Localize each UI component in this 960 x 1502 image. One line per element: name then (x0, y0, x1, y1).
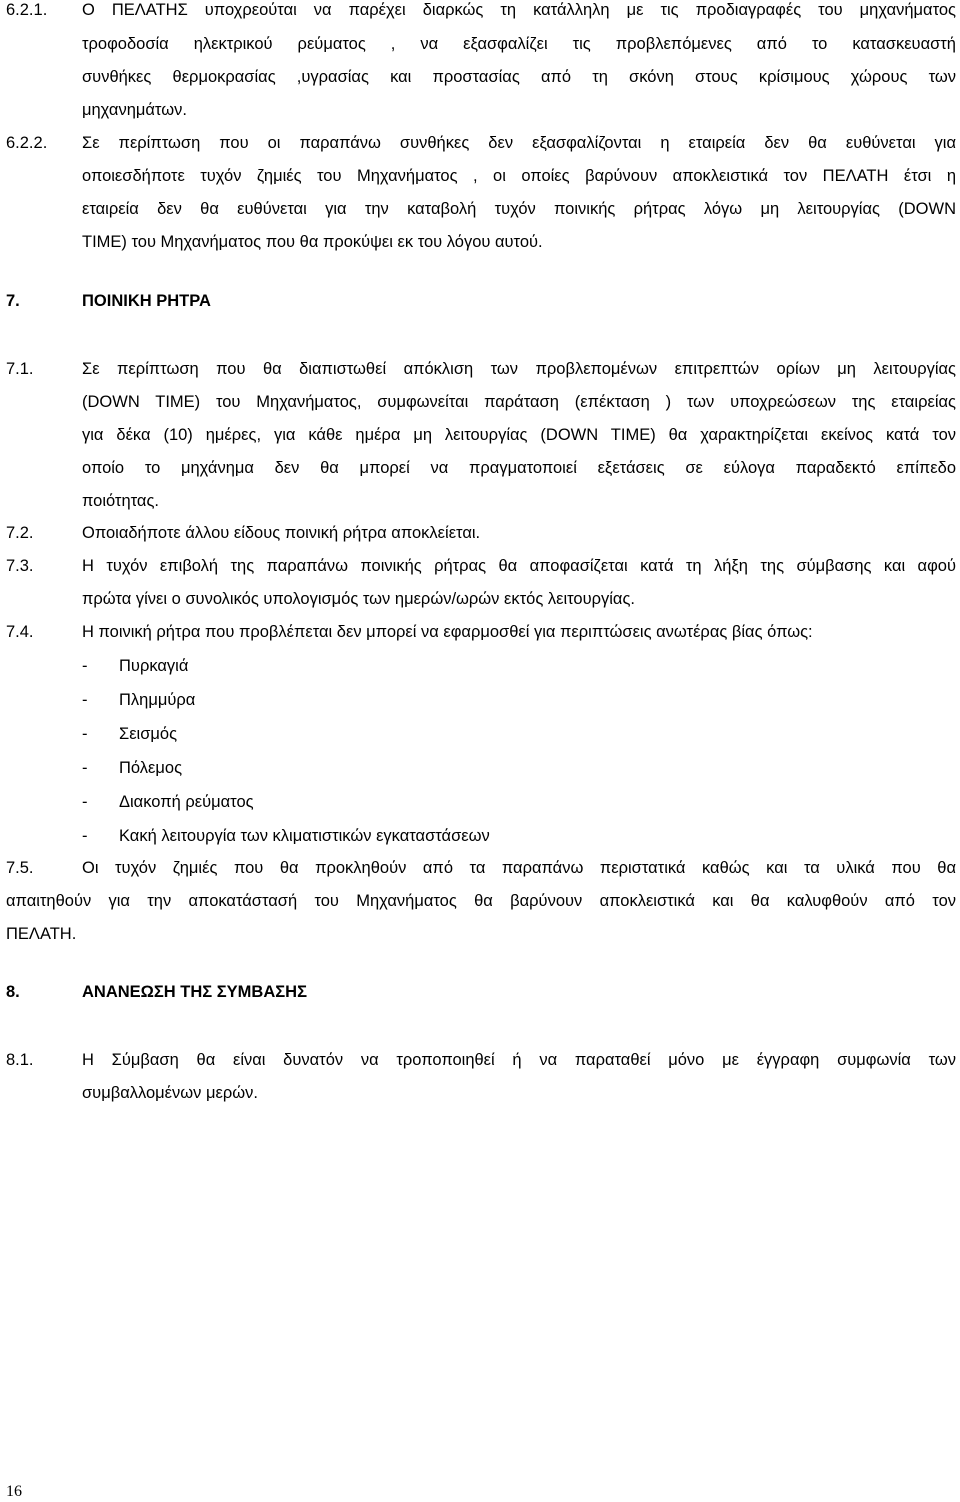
clause-6-2-1-line-3: συνθήκες θερμοκρασίας ,υγρασίας και προστασίας από τη σκόνη στους κρίσιμους χώρους των (82, 68, 956, 86)
force-majeure-item: Διακοπή ρεύματος (119, 793, 254, 811)
clause-7-1-line-2: (DOWN TIME) του Μηχανήματος, συμφωνείται παράταση (επέκταση ) των υποχρεώσεων της εταιρείας (82, 393, 956, 411)
force-majeure-item: Κακή λειτουργία των κλιματιστικών εγκαταστάσεων (119, 827, 490, 845)
force-majeure-item: Πόλεμος (119, 759, 183, 777)
clause-number-6-2-1: 6.2.1. (6, 1, 48, 19)
clause-7-1-line-1: Σε περίπτωση που θα διαπιστωθεί απόκλιση των προβλεπομένων επιτρεπτών ορίων μη λειτουργίας (82, 360, 956, 378)
list-dash: - (82, 759, 88, 777)
clause-8-1-line-2: συμβαλλομένων μερών. (82, 1084, 258, 1102)
clause-7-5-line-1: Οι τυχόν ζημιές που θα προκληθούν από τα παραπάνω περιστατικά καθώς και τα υλικά που θα (82, 859, 956, 877)
page-number: 16 (6, 1483, 22, 1500)
clause-7-3-line-1: Η τυχόν επιβολή της παραπάνω ποινικής ρήτρας θα αποφασίζεται κατά τη λήξη της σύμβασης και αφού (82, 557, 956, 575)
force-majeure-item: Πυρκαγιά (119, 657, 189, 675)
section-title-8: ΑΝΑΝΕΩΣΗ ΤΗΣ ΣΥΜΒΑΣΗΣ (82, 983, 307, 1001)
clause-6-2-2-line-1: Σε περίπτωση που οι παραπάνω συνθήκες δεν εξασφαλίζονται η εταιρεία δεν θα ευθύνεται για (82, 134, 956, 152)
clause-7-2-text: Οποιαδήποτε άλλου είδους ποινική ρήτρα αποκλείεται. (82, 524, 481, 542)
clause-7-1-line-4: οποίο το μηχάνημα δεν θα μπορεί να πραγματοποιεί εξετάσεις σε εύλογα παραδεκτό επίπεδο (82, 459, 956, 477)
clause-number-6-2-2: 6.2.2. (6, 134, 48, 152)
clause-8-1-line-1: Η Σύμβαση θα είναι δυνατόν να τροποποιηθεί ή να παραταθεί μόνο με έγγραφη συμφωνία των (82, 1051, 956, 1069)
list-dash: - (82, 691, 88, 709)
clause-number-7-1: 7.1. (6, 360, 34, 378)
clause-6-2-1-line-2: τροφοδοσία ηλεκτρικού ρεύματος , να εξασφαλίζει τις προβλεπόμενες από το κατασκευαστή (82, 35, 956, 53)
clause-6-2-2-line-4: TIME) του Μηχανήματος που θα προκύψει εκ του λόγου αυτού. (82, 233, 543, 251)
clause-7-1-line-5: ποιότητας. (82, 492, 159, 510)
clause-7-3-line-2: πρώτα γίνει ο συνολικός υπολογισμός των ημερών/ωρών εκτός λειτουργίας. (82, 590, 635, 608)
force-majeure-item: Σεισμός (119, 725, 178, 743)
force-majeure-item: Πλημμύρα (119, 691, 196, 709)
list-dash: - (82, 793, 88, 811)
clause-number-8-1: 8.1. (6, 1051, 34, 1069)
clause-6-2-2-line-3: εταιρεία δεν θα ευθύνεται για την καταβολή τυχόν ποινικής ρήτρας λόγω μη λειτουργίας (DOWN (82, 200, 956, 218)
list-dash: - (82, 827, 88, 845)
section-number-8: 8. (6, 983, 20, 1001)
clause-6-2-1-line-1: Ο ΠΕΛΑΤΗΣ υποχρεούται να παρέχει διαρκώς τη κατάλληλη με τις προδιαγραφές του μηχανήματος (82, 1, 956, 19)
clause-7-1-line-3: για δέκα (10) ημέρες, για κάθε ημέρα μη λειτουργίας (DOWN TIME) θα χαρακτηρίζεται εκείνος κατά τον (82, 426, 956, 444)
clause-number-7-5: 7.5. (6, 859, 34, 877)
section-number-7: 7. (6, 292, 20, 310)
clause-number-7-3: 7.3. (6, 557, 34, 575)
clause-6-2-2-line-2: οποιεσδήποτε τυχόν ζημιές του Μηχανήματος , οι οποίες βαρύνουν αποκλειστικά τον ΠΕΛΑΤΗ έτσι η (82, 167, 956, 185)
list-dash: - (82, 657, 88, 675)
clause-6-2-1-line-4: μηχανημάτων. (82, 101, 187, 119)
clause-7-5-line-3: ΠΕΛΑΤΗ. (6, 925, 77, 943)
clause-number-7-2: 7.2. (6, 524, 34, 542)
section-title-7: ΠΟΙΝΙΚΗ ΡΗΤΡΑ (82, 292, 211, 310)
clause-7-5-line-2: απαιτηθούν για την αποκατάστασή του Μηχανήματος θα βαρύνουν αποκλειστικά και θα καλυφθούν από τον (6, 892, 956, 910)
clause-number-7-4: 7.4. (6, 623, 34, 641)
clause-7-4-text: Η ποινική ρήτρα που προβλέπεται δεν μπορεί να εφαρμοσθεί για περιπτώσεις ανωτέρας βίας όπως: (82, 623, 813, 641)
list-dash: - (82, 725, 88, 743)
